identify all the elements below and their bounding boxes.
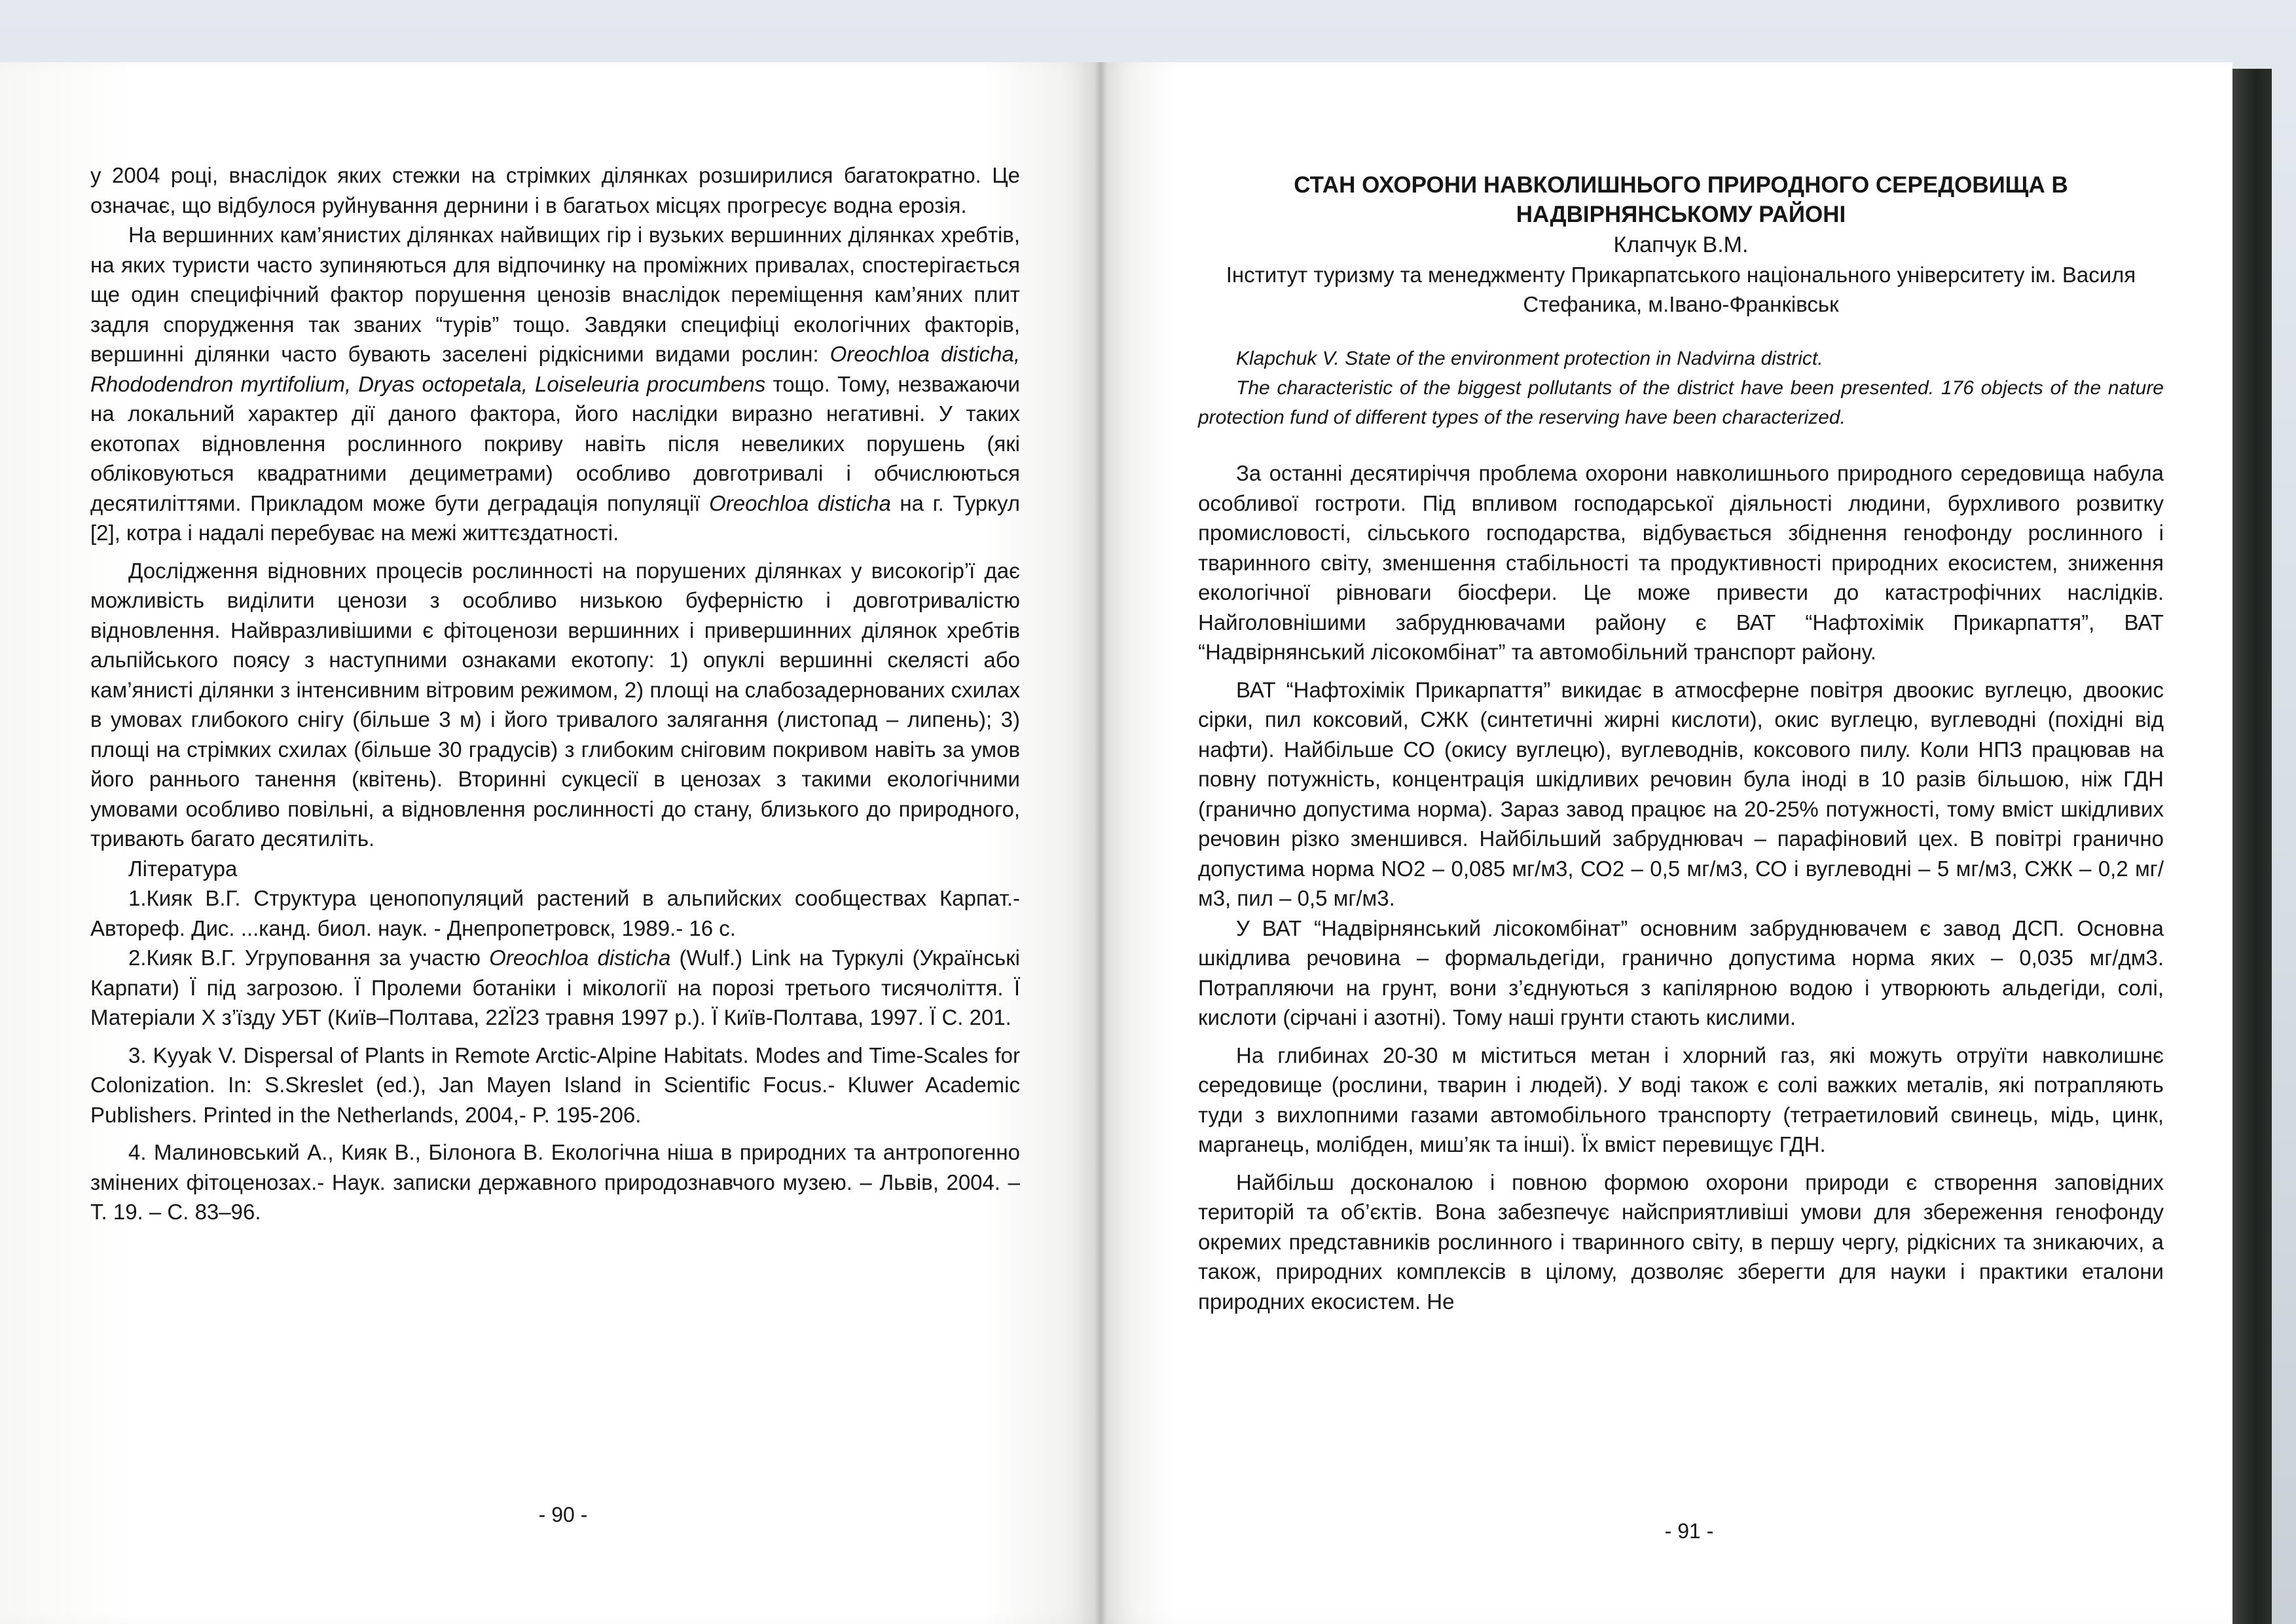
body-paragraph: У ВАТ “Надвірнянський лісокомбінат” основним забруднювачем є завод ДСП. Основна шкідлива речовина – формальдегіди, гранично допустима норма яких – 0,035 мг/дм3. Потрапляючи на грунт, вони з’єднуються з капілярною водою і утворюють альдегіди, солі, кислоти (сірчані і азотні). Тому наші грунти стають кислими. — [1198, 915, 2164, 1029]
text-run: у 2004 році, внаслідок яких стежки на стрімких ділянках розширилися багатократно. Це означає, що відбулося руйнування дернини і в багатьох місцях прогресує водна ерозія. — [90, 163, 1020, 217]
body-paragraph — [90, 556, 1020, 854]
italic-species-name: Oreochloa disticha — [489, 946, 671, 970]
left-page-body — [90, 160, 1020, 1227]
article-author: Клапчук В.М. — [1613, 232, 1749, 257]
italic-species-name: Oreochloa disticha — [709, 490, 891, 515]
text-run: Дослідження відновних процесів рослинності на порушених ділянках у високогір’ї дає можливість виділити ценози з особливо низькою буферністю і довготривалістю відновлення. Найвразливішими є фітоценози вершинних і привершинних ділянок хребтів альпійського поясу з наступними ознаками екотопу: 1) опуклі вершинні скелясті або кам’янисті ділянки з інтенсивним вітровим режимом, 2) площі на слабозадернованих схилах в умовах глибокого снігу (більше 3 м) і його тривалого залягання (листопад – липень); 3) площі на стрімких схилах (більше 30 градусів) з глибоким сніговим покривом навіть за умов його раннього танення (квітень). Вторинні сукцесії в ценозах з такими екологічними умовами особливо повільні, а відновлення рослинності до стану, близького до природного, тривають багато десятиліть. — [90, 558, 1020, 851]
text-run: На вершинних кам’янистих ділянках найвищих гір і вузьких вершинних ділянках хребтів, на яких туристи часто зупиняються для відпочинку на проміжних привалах, спостерігається ще один специфічний фактор порушення ценозів внаслідок переміщення кам’яних плит задля спорудження так званих “турів” тощо. Завдяки специфіці екологічних факторів, вершинні ділянки часто бувають заселені рідкісними видами рослин: — [90, 223, 1020, 366]
text-run: 3. Kyyak V. Dispersal of Plants in Remote Arctic-Alpine Habitats. Modes and Time-Scales for Colonization. In: S.Skreslet (ed.), Jan Mayen Island in Scientific Focus.- Kluwer Academic Publishers. Printed in the Netherlands, 2004,- P. 195-206. — [90, 1043, 1020, 1127]
page-number-right: - 91 - — [1664, 1519, 1714, 1543]
body-paragraph — [90, 160, 1020, 220]
page-number-left: - 90 - — [538, 1503, 588, 1526]
reference-item — [90, 883, 1020, 943]
abstract-text: The characteristic of the biggest pollutants of the district have been presented. 176 objects of the nature protection fund of different types of the reserving have been characterized. — [1198, 377, 2164, 428]
body-paragraph: На глибинах 20-30 м міститься метан і хлорний газ, які можуть отруїти навколишнє середовище (рослини, тварин і людей). У воді також є солі важких металів, які потрапляють туди з вихлопними газами автомобільного транспорту (тетраетиловий свинець, мідь, цинк, марганець, молібден, миш’як та інші). Їх вміст перевищує ГДН. — [1198, 1043, 2164, 1156]
book-cover-edge — [2232, 69, 2272, 1624]
reference-item — [90, 1041, 1020, 1130]
body-paragraph: За останні десятиріччя проблема охорони навколишнього природного середовища набула особливої гостроти. Під впливом господарської діяльності людини, бурхливого розвитку промисловості, сільського господарства, відбувається збіднення генофонду рослинного і тваринного світу, зменшення стабільності та продуктивності природних екосистем, зниження екологічної рівноваги біосфери. Це може привести до катастрофічних наслідків. Найголовнішими забруднювачами району є ВАТ “Нафтохімік Прикарпаття”, ВАТ “Надвірнянський лісокомбінат” та автомобільний транспорт району. — [1198, 461, 2164, 664]
text-run: 2.Кияк В.Г. Угруповання за участю — [128, 946, 490, 970]
body-paragraph: Найбільш досконалою і повною формою охорони природи є створення заповідних територій та об’єктів. Вона забезпечує найсприятливіші умови для збереження генофонду окремих представників рослинного і тваринного світу, в першу чергу, рідкісних та зникаючих, а також, природних комплексів в цілому, дозволяє зберегти для науки і практики еталони природних екосистем. Не — [1198, 1170, 2164, 1314]
reference-item — [90, 943, 1020, 1033]
article-affiliation: Інститут туризму та менеджменту Прикарпатського національного університету ім. Василя Стефаника, м.Івано-Франківськ — [1226, 263, 2136, 316]
abstract-title-line: Klapchuk V. State of the environment protection in Nadvirna district. — [1236, 348, 1823, 369]
right-page-body — [1198, 170, 2164, 1316]
right-page — [1106, 62, 2232, 1624]
reference-item — [90, 1137, 1020, 1227]
body-paragraph: ВАТ “Нафтохімік Прикарпаття” викидає в атмосферне повітря двоокис вуглецю, двоокис сірки, пил коксовий, СЖК (синтетичні жирні кислоти), окис вуглецю, вуглеводні (похідні від нафти). Найбільше СО (окису вуглецю), вуглеводнів, коксового пилу. Коли НПЗ працював на повну потужність, концентрація шкідливих речовин була іноді в 10 разів більшою, ніж ГДН (гранично допустима норма). Зараз завод працює на 20-25% потужності, тому вміст шкідливих речовин різко зменшився. Найбільший забруднювач – парафіновий цех. В повітрі гранично допустима норма NO2 – 0,085 мг/м3, СО2 – 0,5 мг/м3, СО і вуглеводні – 5 мг/м3, СЖК – 0,2 мг/м3, пил – 0,5 мг/м3. — [1198, 677, 2164, 910]
references-heading — [90, 854, 1020, 884]
text-run: на г. Туркул [2], котра і надалі перебуває на межі життєздатності. — [90, 490, 1020, 545]
italic-species-name: Oreochloa disticha, Rhododendron myrtifolium, Dryas octopetala, Loiseleuria procumbens — [90, 342, 1021, 396]
book-spine — [1095, 62, 1106, 1624]
article-title: СТАН ОХОРОНИ НАВКОЛИШНЬОГО ПРИРОДНОГО СЕРЕДОВИЩА В НАДВІРНЯНСЬКОМУ РАЙОНІ — [1294, 172, 2068, 227]
text-run: 1.Кияк В.Г. Структура ценопопуляций растений в альпийских сообществах Карпат.- Автореф. Дис. ...канд. биол. наук. - Днепропетровск, 1989.- 16 с. — [90, 886, 1020, 940]
text-run: тощо. Тому, незважаючи на локальний характер дії даного фактора, його наслідки виразно негативні. У таких екотопах відновлення рослинного покриву навіть після невеликих порушень (які обліковуються квадратними дециметрами) особливо довготривалі і обчислюються десятиліттями. Прикладом може бути деградація популяції — [90, 371, 1020, 515]
left-page — [0, 62, 1095, 1624]
text-run: 4. Малиновський А., Кияк В., Білонога В. Екологічна ніша в природних та антропогенно змінених фітоценозах.- Наук. записки державного природознавчого музею. – Львів, 2004. – Т. 19. – С. 83–96. — [90, 1140, 1020, 1224]
text-run: (Wulf.) Link на Туркулі (Українські Карпати) Ї під загрозою. Ї Пролеми ботаніки і мікології на порозі третього тисячоліття. Ї Матеріали Х з’їзду УБТ (Київ–Полтава, 22Ї23 травня 1997 р.). Ї Київ-Полтава, 1997. Ї С. 201. — [90, 946, 1020, 1029]
text-run: Література — [128, 856, 238, 881]
body-paragraph — [90, 220, 1020, 548]
